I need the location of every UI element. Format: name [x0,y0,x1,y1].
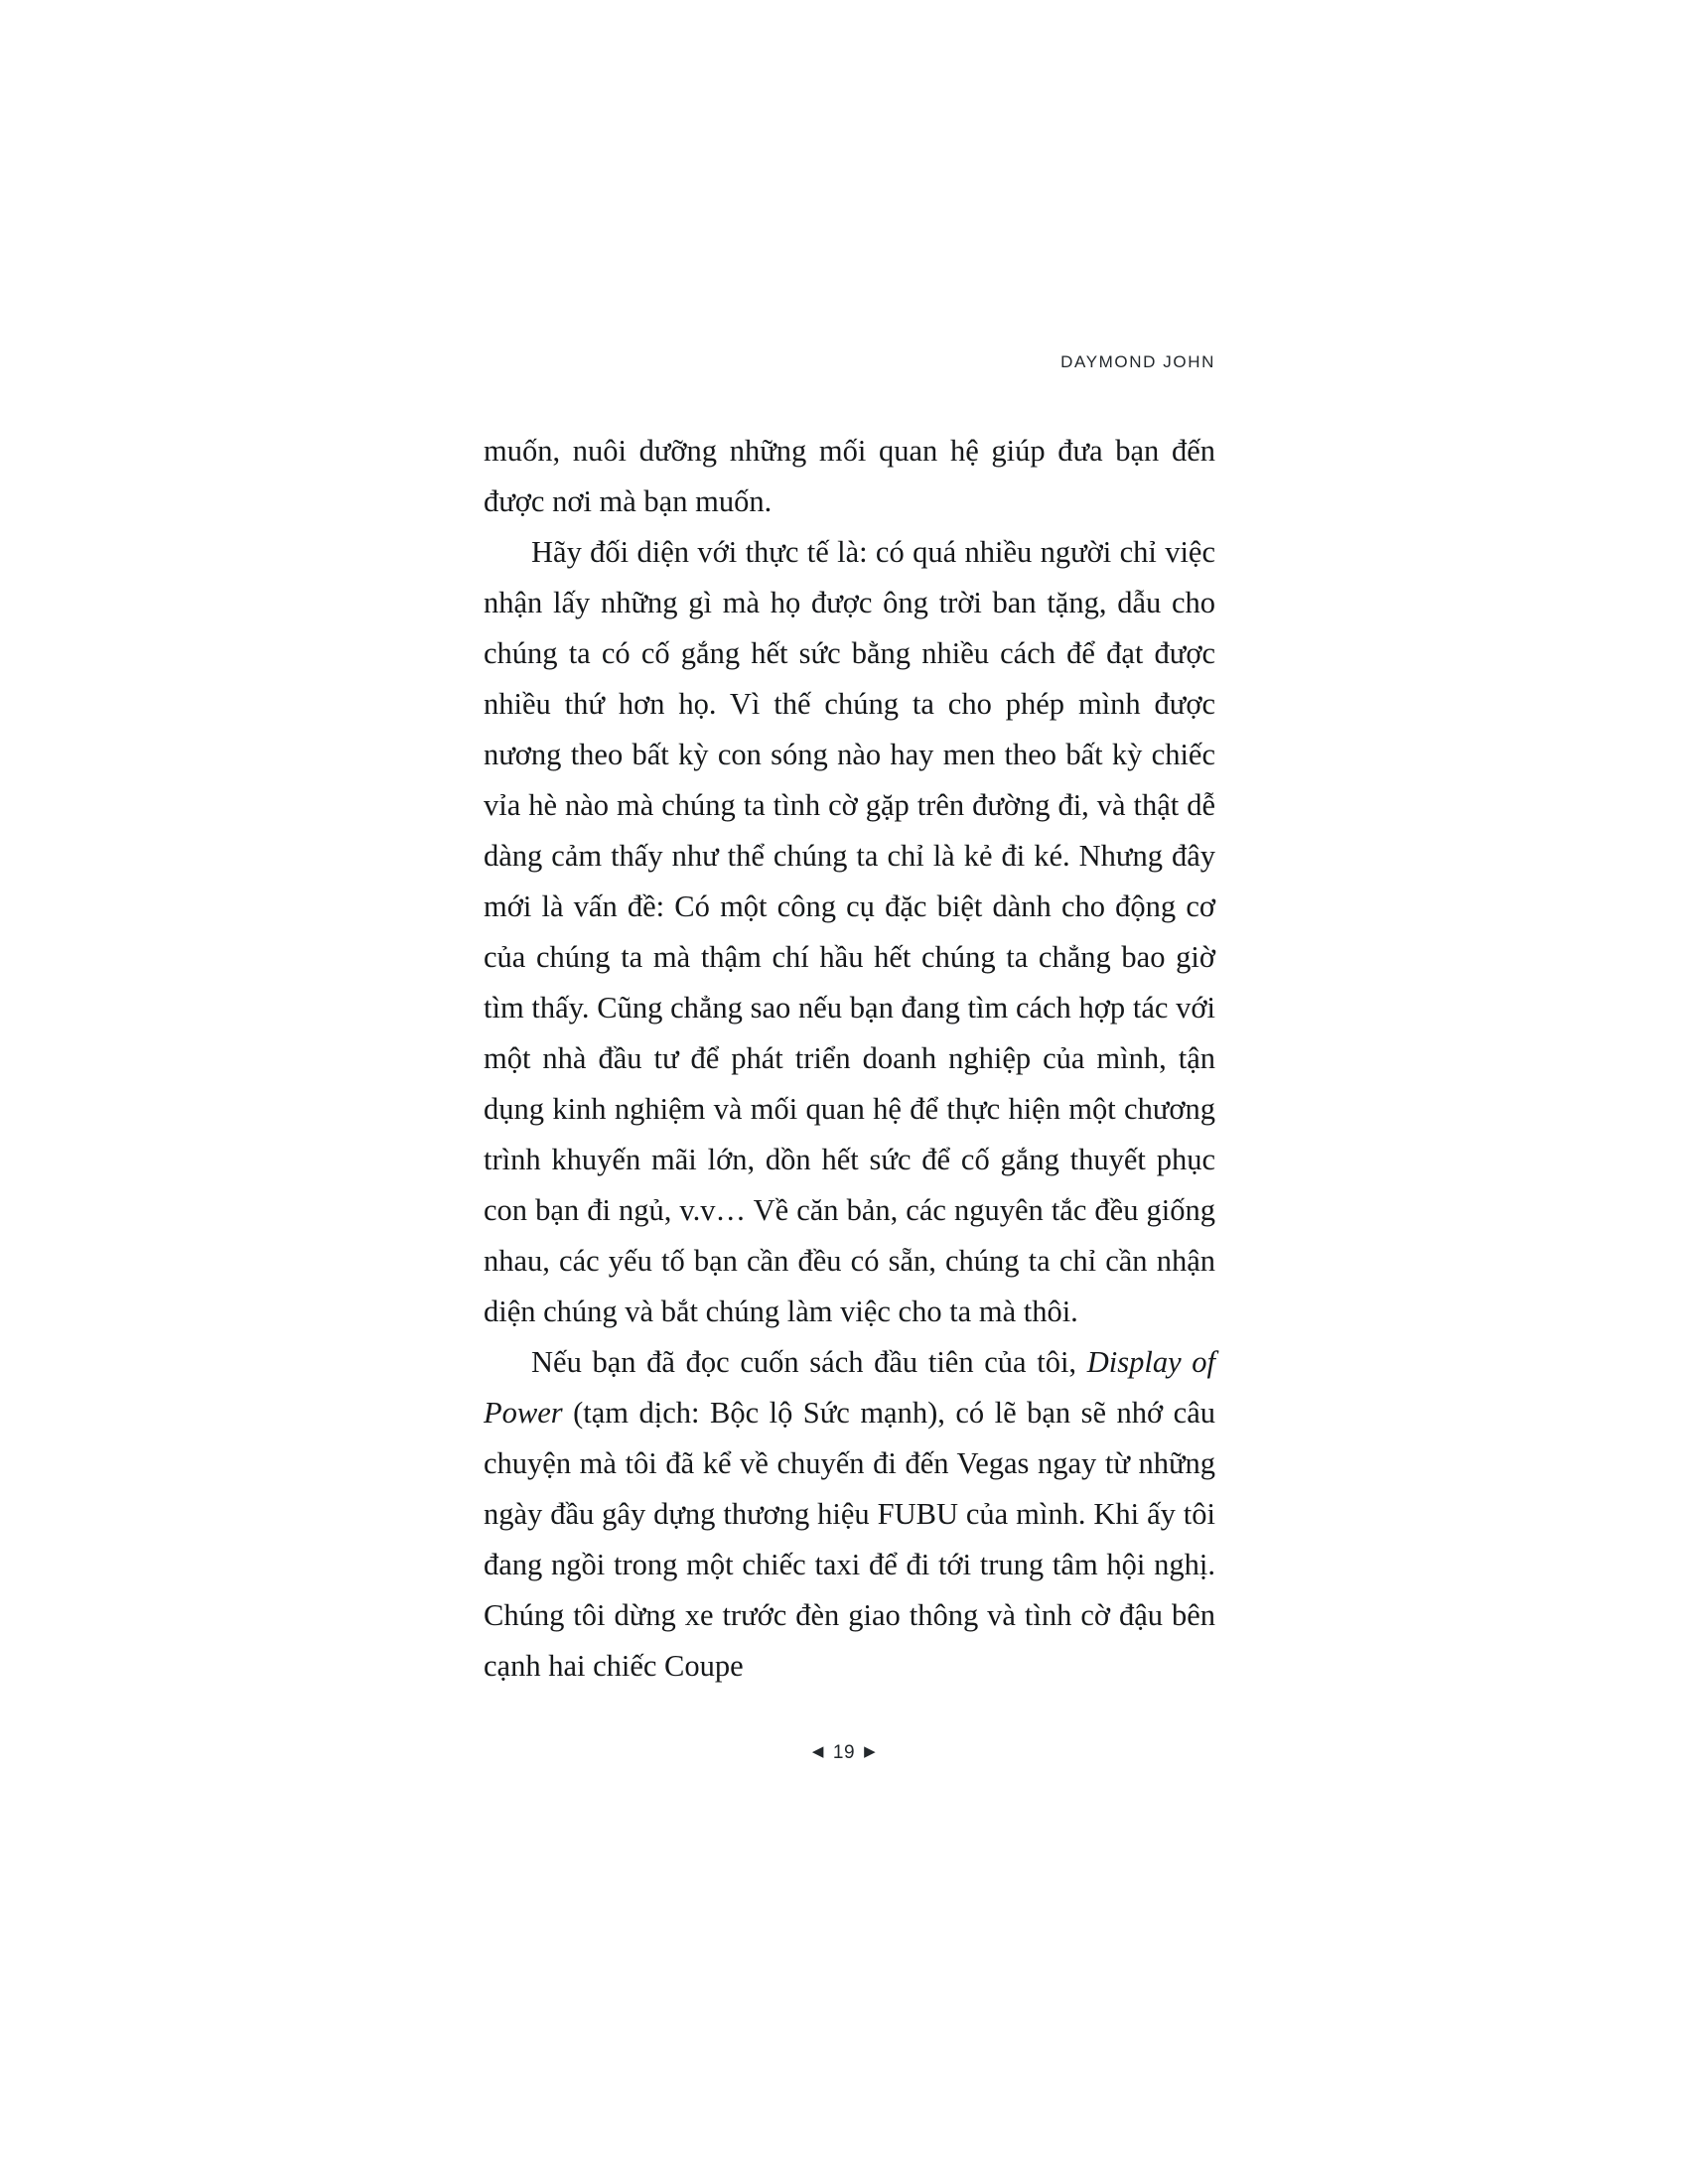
page-footer [0,1742,1688,1764]
paragraph-continued [484,426,1215,527]
book-title-italic: Display of Power [484,1345,1216,1430]
text-column [484,352,1215,1692]
page-number: 19 [832,1742,856,1763]
paragraph-text-lead: Nếu bạn đã đọc cuốn sách đầu tiên của tôi, [531,1345,1087,1379]
running-head: DAYMOND JOHN [1060,352,1215,371]
paragraph-text-tail: (tạm dịch: Bộc lộ Sức mạnh), có lẽ bạn sẽ nhớ câu chuyện mà tôi đã kể về chuyến đi đến Vegas ngay từ những ngày đầu gây dựng thương hiệu FUBU của mình. Khi ấy tôi đang ngồi trong một chiếc taxi để đi tới trung tâm hội nghị. Chúng tôi dừng xe trước đèn giao thông và tình cờ đậu bên cạnh hai chiếc Coupe [484,1396,1215,1683]
paragraph-display-of-power [484,1337,1215,1692]
paragraph-text: muốn, nuôi dưỡng những mối quan hệ giúp đưa bạn đến được nơi mà bạn muốn. [484,434,1215,518]
paragraph-face-reality [484,527,1215,1337]
folio-left-arrow-icon: ◀ [811,1743,824,1760]
folio-right-arrow-icon: ▶ [864,1743,877,1760]
paragraph-text: Hãy đối diện với thực tế là: có quá nhiều người chỉ việc nhận lấy những gì mà họ được ông trời ban tặng, dẫu cho chúng ta có cố gắng hết sức bằng nhiều cách để đạt được nhiều thứ hơn họ. Vì thế chúng ta cho phép mình được nương theo bất kỳ con sóng nào hay men theo bất kỳ chiếc vỉa hè nào mà chúng ta tình cờ gặp trên đường đi, và thật dễ dàng cảm thấy như thể chúng ta chỉ là kẻ đi ké. Nhưng đây mới là vấn đề: Có một công cụ đặc biệt dành cho động cơ của chúng ta mà thậm chí hầu hết chúng ta chẳng bao giờ tìm thấy. Cũng chẳng sao nếu bạn đang tìm cách hợp tác với một nhà đầu tư để phát triển doanh nghiệp của mình, tận dụng kinh nghiệm và mối quan hệ để thực hiện một chương trình khuyến mãi lớn, dồn hết sức để cố gắng thuyết phục con bạn đi ngủ, v.v… Về căn bản, các nguyên tắc đều giống nhau, các yếu tố bạn cần đều có sẵn, chúng ta chỉ cần nhận diện chúng và bắt chúng làm việc cho ta mà thôi. [484,535,1215,1328]
